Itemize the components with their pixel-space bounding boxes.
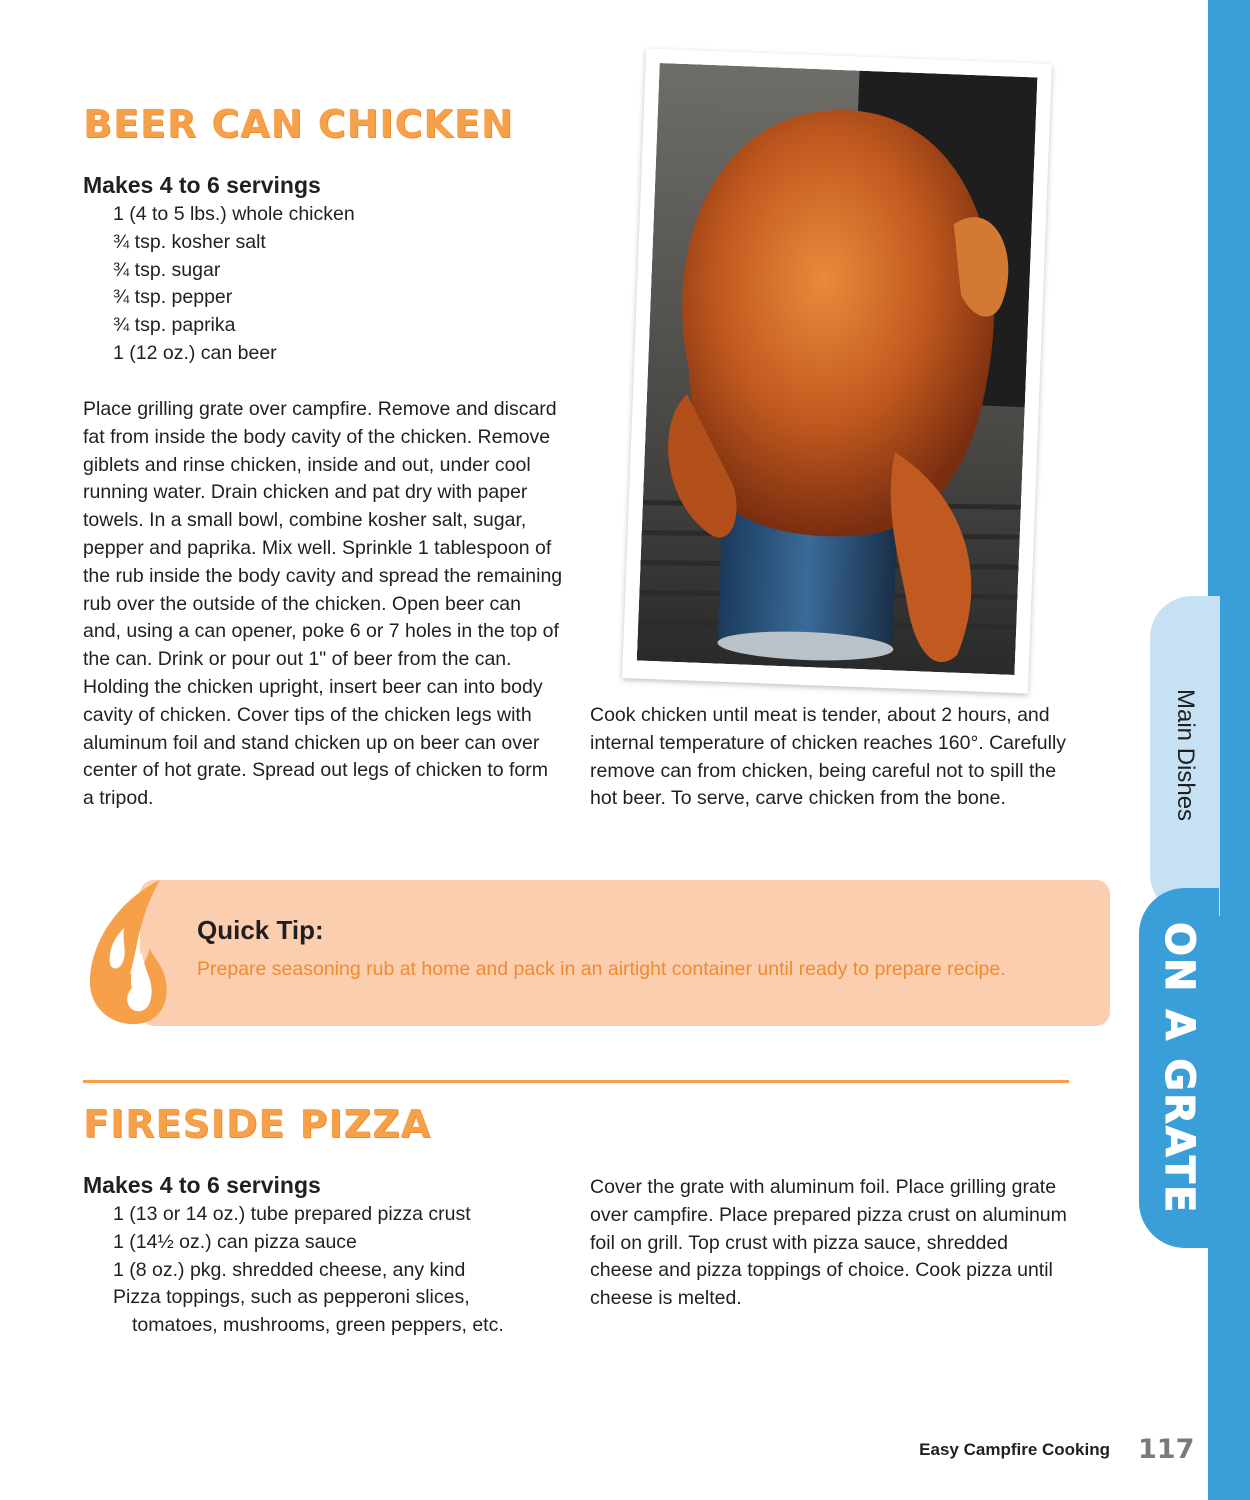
directions-text: Place grilling grate over campfire. Remove and discard fat from inside the body cavity of the chicken. Remove giblets and rinse chicken, inside and out, under cool running water. Drain chicken and pat dry with paper towels. In a small bowl, combine kosher salt, sugar, pepper and paprika. Mix well. Sprinkle 1 tablespoon of the rub inside the body cavity and spread the remaining rub over the outside of the chicken. Open beer can and, using a can opener, poke 6 or 7 holes in the top of the can. Drink or pour out 1" of beer from the can. Holding the chicken upright, insert beer can into body cavity of chicken. Cover tips of the chicken legs with aluminum foil and stand chicken up on beer can over center of hot grate. Spread out legs of chicken to form a tripod.	[83, 398, 563, 810]
ingredient-list	[83, 201, 355, 368]
servings-label: Makes 4 to 6 servings	[83, 172, 321, 198]
quick-tip-title: Quick Tip:	[197, 915, 324, 945]
directions-text-continued: Cook chicken until meat is tender, about 2 hours, and internal temperature of chicken reaches 160°. Carefully remove can from chicken, being careful not to spill the hot beer. To serve, carve chicken from the bone.	[590, 704, 1067, 810]
ingredient-item: ¾ tsp. pepper	[113, 286, 233, 309]
servings-label: Makes 4 to 6 servings	[83, 1172, 321, 1198]
section-divider	[83, 1080, 1069, 1083]
ingredient-item: 1 (4 to 5 lbs.) whole chicken	[113, 203, 355, 225]
ingredient-item: 1 (14½ oz.) can pizza sauce	[113, 1230, 357, 1253]
ingredient-item: Pizza toppings, such as pepperoni slices,	[113, 1286, 470, 1309]
quick-tip-box	[140, 880, 1110, 1026]
ingredient-item: ¾ tsp. kosher salt	[113, 230, 266, 253]
recipe-title-fireside-pizza: FIRESIDE PIZZA	[83, 1102, 432, 1146]
ingredient-item: 1 (12 oz.) can beer	[113, 341, 277, 364]
directions-text: Cover the grate with aluminum foil. Place grilling grate over campfire. Place prepared pizza crust on aluminum foil on grill. Top crust with pizza sauce, shredded cheese and pizza toppings of choice. Cook pizza until cheese is melted.	[590, 1176, 1067, 1310]
flame-icon	[82, 878, 172, 1028]
ingredient-item: ¾ tsp. sugar	[113, 258, 221, 281]
ingredient-item: 1 (13 or 14 oz.) tube prepared pizza crust	[113, 1203, 471, 1225]
chicken-photo-frame	[622, 48, 1052, 693]
ingredient-item: 1 (8 oz.) pkg. shredded cheese, any kind	[113, 1258, 466, 1281]
category-tab-label-wrap	[1160, 600, 1210, 910]
ingredient-item: ¾ tsp. paprika	[113, 314, 236, 337]
recipe-title-beer-can-chicken: BEER CAN CHICKEN	[83, 102, 514, 146]
section-tab-label-wrap	[1139, 888, 1219, 1248]
category-tab-label: Main Dishes	[1172, 688, 1199, 822]
ingredient-list	[83, 1201, 504, 1340]
quick-tip-text: Prepare seasoning rub at home and pack in an airtight container until ready to prepare recipe.	[197, 958, 1006, 980]
ingredient-item: tomatoes, mushrooms, green peppers, etc.	[132, 1314, 504, 1337]
section-tab-label: ON A GRATE	[1156, 921, 1202, 1215]
book-title: Easy Campfire Cooking	[919, 1440, 1110, 1459]
page-number: 117	[1138, 1434, 1195, 1465]
chicken-photo	[637, 63, 1038, 675]
